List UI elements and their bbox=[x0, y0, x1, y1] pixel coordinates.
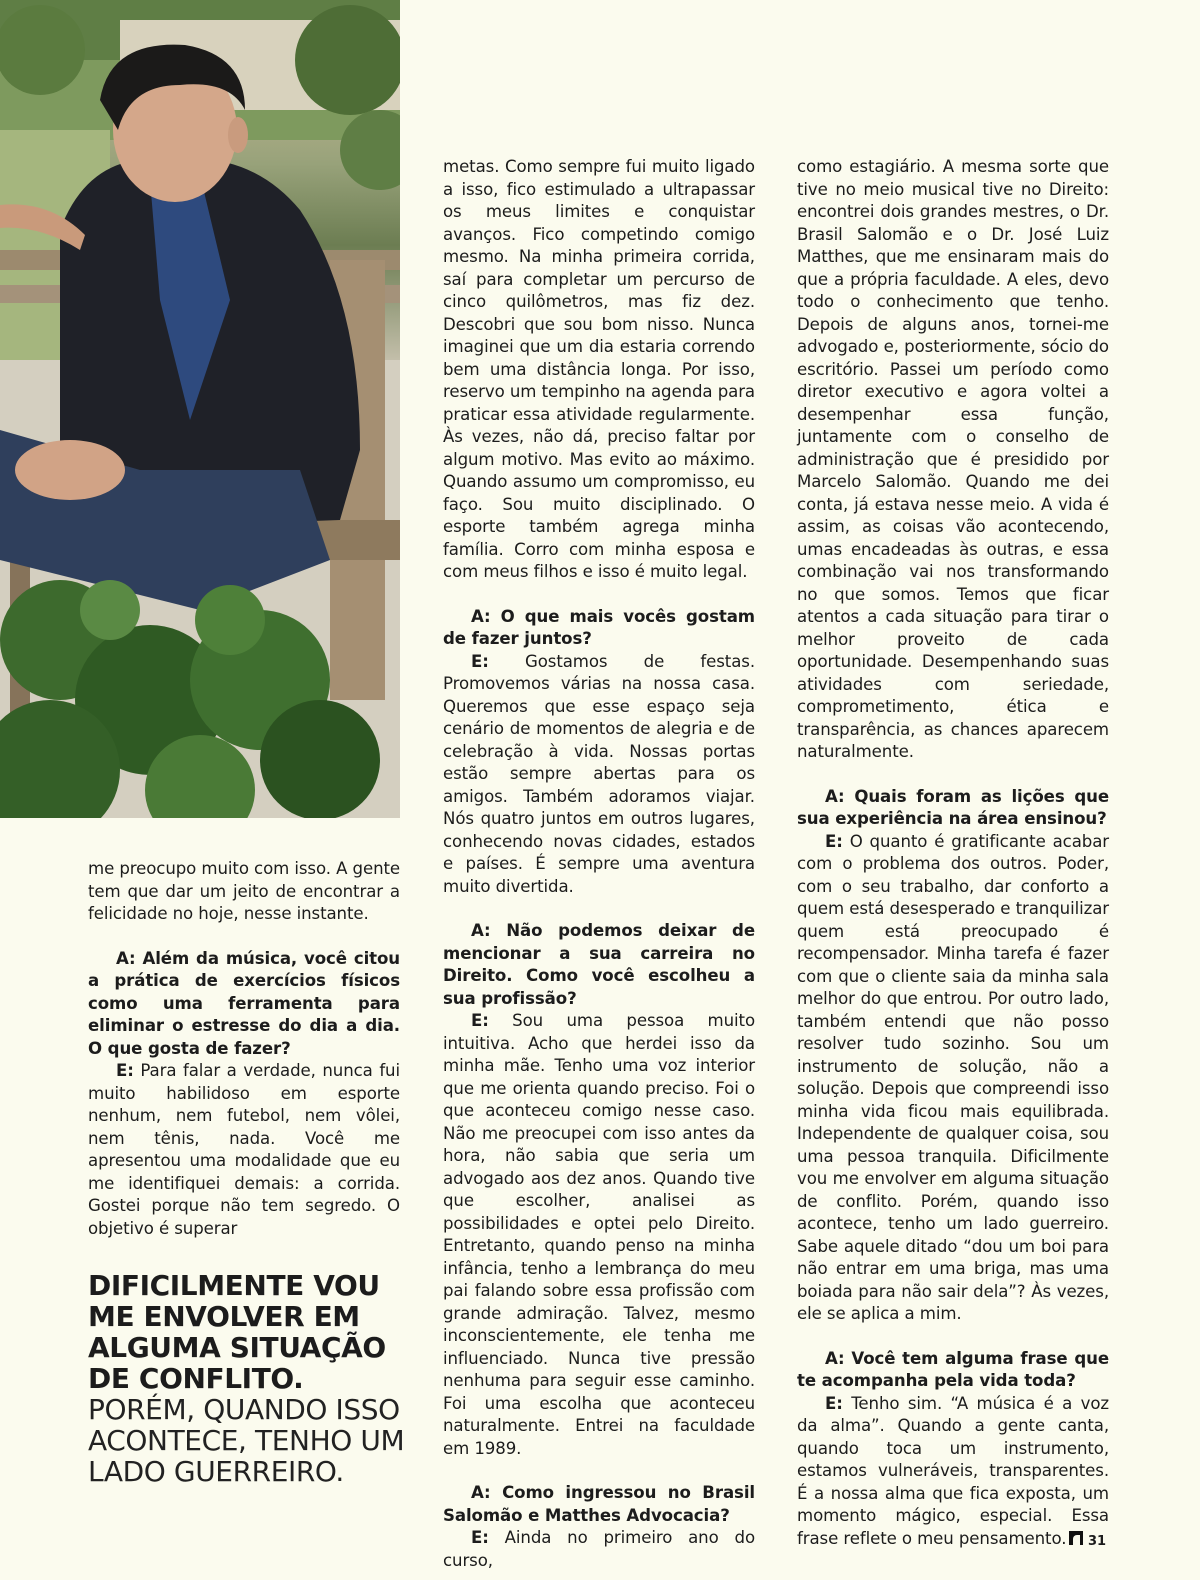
answer-label: E: bbox=[471, 651, 489, 671]
answer-label: E: bbox=[471, 1528, 489, 1547]
question: A: Você tem alguma frase que te acompanha pela vida toda? bbox=[797, 1348, 1109, 1390]
answer bbox=[797, 1393, 1109, 1551]
question: A: Quais foram as lições que sua experiência na área ensinou? bbox=[797, 786, 1109, 828]
paragraph: metas. Como sempre fui muito ligado a isso, fico estimulado a ultrapassar os meus limites e conquistar avanços. Fico competindo comigo mesmo. Na minha primeira corrida, saí para completar um percurso de cinco quilômetros, mas fiz dez. Descobri que sou bom nisso. Nunca imaginei que um dia estaria correndo bem uma distância longa. Por isso, reservo um tempinho na agenda para praticar essa atividade regularmente. Às vezes, não dá, preciso faltar por algum motivo. Mas evito ao máximo. Quando assumo um compromisso, eu faço. Sou muito disciplinado. O esporte também agrega minha família. Corro com minha esposa e com meus filhos e isso é muito legal. bbox=[443, 157, 755, 581]
answer-text: O quanto é gratificante acabar com o problema dos outros. Poder, com o seu trabalho, dar conforto a quem está desesperado e tranquilizar quem está preocupado é recompensador. Minha tarefa é fazer com que o cliente saia da minha sala melhor do que entrou. Por outro lado, também entendi que não posso resolver tudo sozinho. Sou um instrumento de solução, não a solução. Depois que compreendi isso minha vida ficou mais equilibrada. Independente de qualquer coisa, sou uma pessoa tranquila. Dificilmente vou me envolver em alguma situação de conflito. Porém, quando isso acontece, tenho um lado guerreiro. Sabe aquele ditado “dou um boi para não entrar em uma briga, mas uma boiada para não sair dela”? Às vezes, ele se aplica a mim. bbox=[797, 831, 1109, 1323]
pull-quote-bold: DIFICILMENTE VOU ME ENVOLVER EM ALGUMA SITUAÇÃO DE CONFLITO. bbox=[88, 1269, 386, 1395]
column-1 bbox=[88, 858, 400, 1240]
photo-illustration bbox=[0, 0, 400, 818]
answer-label: E: bbox=[116, 1061, 134, 1080]
page-number: 31 bbox=[1088, 1534, 1107, 1549]
answer-label: E: bbox=[825, 831, 843, 851]
answer-text: Ainda no primeiro ano do curso, bbox=[443, 1528, 755, 1570]
question: A: Não podemos deixar de mencionar a sua carreira no Direito. Como você escolheu a sua profissão? bbox=[443, 921, 755, 1008]
interview-photo bbox=[0, 0, 400, 818]
answer-text: Tenho sim. “A música é a voz da alma”. Quando a gente canta, quando toca um instrumento, estamos vulneráveis, transparentes. É a nossa alma que fica exposta, um momento mágico, especial. Essa frase reflete o meu pensamento. bbox=[797, 1393, 1109, 1548]
answer bbox=[797, 831, 1109, 1326]
answer bbox=[88, 1060, 400, 1240]
answer bbox=[443, 1527, 755, 1572]
column-3 bbox=[797, 156, 1109, 1550]
paragraph: como estagiário. A mesma sorte que tive no meio musical tive no Direito: encontrei dois grandes mestres, o Dr. Brasil Salomão e o Dr. José Luiz Matthes, que me ensinaram mais do que a própria faculdade. A eles, devo todo o conhecimento que tenho. Depois de alguns anos, tornei-me advogado e, posteriormente, sócio do escritório. Passei um período como diretor executivo e agora voltei a desempenhar essa função, juntamente com o conselho de administração que é presidido por Marcelo Salomão. Quando me dei conta, já estava nesse meio. A vida é assim, as coisas vão acontecendo, umas encadeadas às outras, e essa combinação vai nos transformando no que somos. Temos que ficar atentos a cada situação para tirar o melhor proveito de cada oportunidade. Desempenhando suas atividades com seriedade, comprometimento, ética e transparência, as chances aparecem naturalmente. bbox=[797, 157, 1109, 761]
answer bbox=[443, 1010, 755, 1460]
answer-text: Para falar a verdade, nunca fui muito habilidoso em esporte nenhum, nem futebol, nem vôlei, nem tênis, nada. Você me apresentou uma modalidade que eu me identifiquei demais: a corrida. Gostei porque não tem segredo. O objetivo é superar bbox=[88, 1061, 400, 1238]
pull-quote-light: PORÉM, QUANDO ISSO ACONTECE, TENHO UM LADO GUERREIRO. bbox=[88, 1393, 405, 1488]
question: A: Além da música, você citou a prática de exercícios físicos como uma ferramenta para eliminar o estresse do dia a dia. O que gosta de fazer? bbox=[88, 948, 400, 1058]
answer-label: E: bbox=[825, 1393, 843, 1413]
end-mark-icon bbox=[1069, 1531, 1083, 1545]
question: A: Como ingressou no Brasil Salomão e Matthes Advocacia? bbox=[443, 1483, 755, 1525]
answer-text: Gostamos de festas. Promovemos várias na nossa casa. Queremos que esse espaço seja cenário de momentos de alegria e de celebração à vida. Nossas portas estão sempre abertas para os amigos. Também adoramos viajar. Nós quatro juntos em outros lugares, conhecendo novas cidades, estados e países. É sempre uma aventura muito divertida. bbox=[443, 651, 755, 896]
pull-quote bbox=[88, 1270, 418, 1487]
column-2 bbox=[443, 156, 755, 1572]
answer-label: E: bbox=[471, 1011, 489, 1030]
answer bbox=[443, 651, 755, 899]
question: A: O que mais vocês gostam de fazer juntos? bbox=[443, 606, 755, 648]
paragraph: me preocupo muito com isso. A gente tem que dar um jeito de encontrar a felicidade no hoje, nesse instante. bbox=[88, 859, 400, 923]
answer-text: Sou uma pessoa muito intuitiva. Acho que herdei isso da minha mãe. Tenho uma voz interior que me orienta quando preciso. Foi o que aconteceu comigo nesse caso. Não me preocupei com isso antes da hora, não sabia que seria um advogado aos dez anos. Quando tive que escolher, analisei as possibilidades e optei pelo Direito. Entretanto, quando penso na minha infância, tenho a lembrança do meu pai falando sobre essa profissão com grande admiração. Talvez, mesmo inconscientemente, ele tenha me influenciado. Nunca tive pressão nenhuma para seguir esse caminho. Foi uma escolha que aconteceu naturalmente. Entrei na faculdade em 1989. bbox=[443, 1011, 755, 1458]
